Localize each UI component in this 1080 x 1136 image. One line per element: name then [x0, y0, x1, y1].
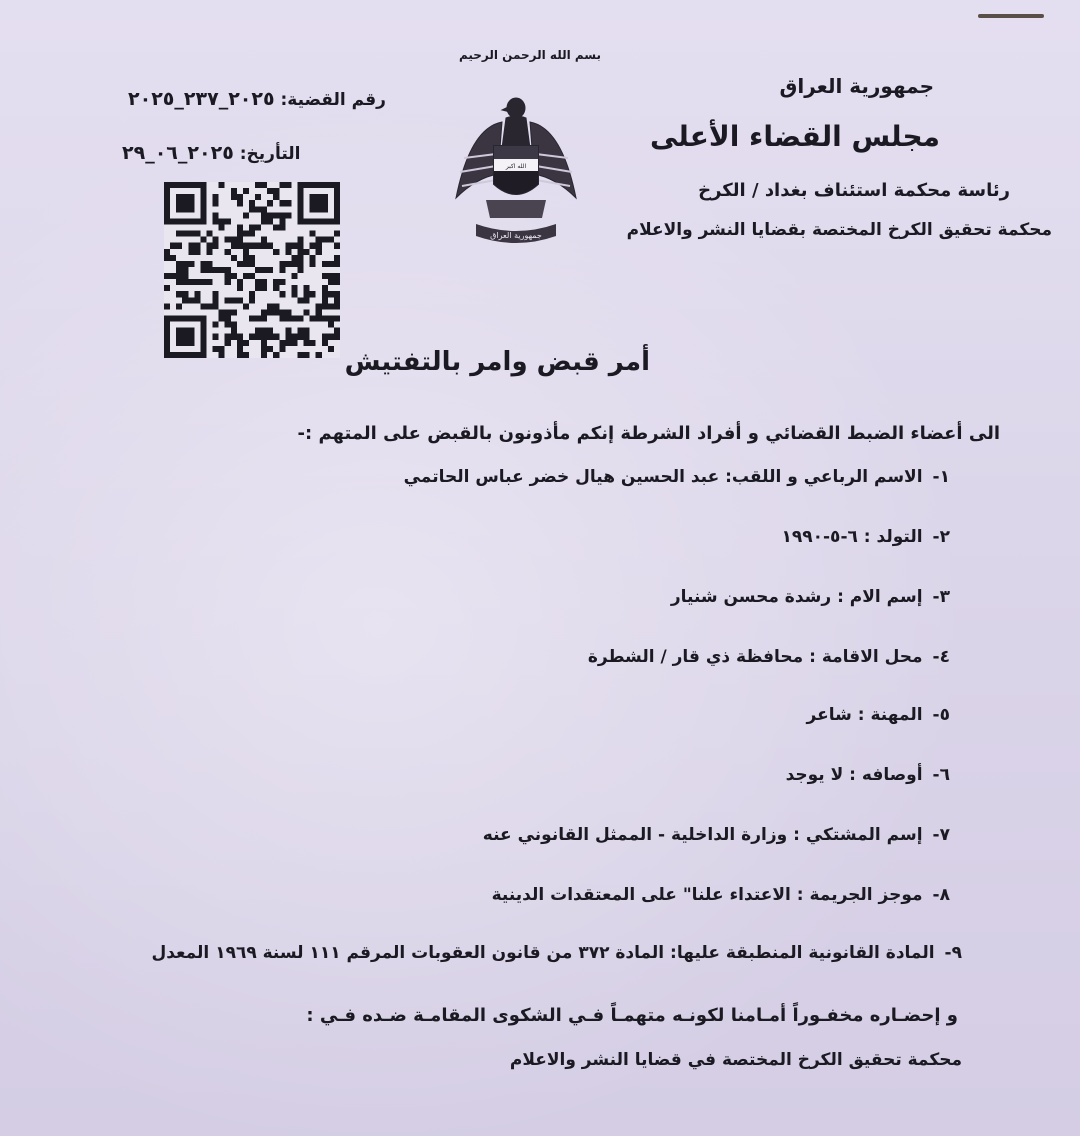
detail-item-number: ٥-	[932, 705, 950, 725]
eagle-emblem-icon	[446, 88, 586, 258]
detail-item-number: ٦-	[932, 765, 950, 785]
detail-item-text: التولد : ٦-٥-١٩٩٠	[781, 527, 923, 547]
paper-fold-mark	[978, 14, 1044, 18]
closing-court: محكمة تحقيق الكرخ المختصة في قضايا النشر والاعلام	[509, 1050, 962, 1070]
detail-item	[786, 765, 950, 785]
council-heading: مجلس القضاء الأعلى	[649, 120, 940, 153]
document-intro: الى أعضاء الضبط القضائي و أفراد الشرطة إنكم مأذونون بالقبض على المتهم :-	[297, 423, 1000, 444]
detail-item-text: موجز الجريمة : الاعتداء علنا" على المعتقدات الدينية	[491, 885, 923, 905]
case-number-value: ٢٠٢٥_٢٣٧_٢٠٢٥	[128, 88, 275, 110]
detail-item-number: ٣-	[932, 587, 950, 607]
detail-item	[671, 587, 950, 607]
detail-item	[151, 943, 962, 963]
case-date-value: ٢٠٢٥_٠٦_٢٩	[122, 142, 234, 164]
detail-item-number: ٨-	[932, 885, 950, 905]
detail-item-text: المادة القانونية المنطبقة عليها: المادة ٣٧٢ من قانون العقوبات المرقم ١١١ لسنة ١٩٦٩ المعدل	[151, 943, 935, 963]
detail-item-number: ٩-	[944, 943, 962, 963]
case-date-label: التأريخ:	[239, 144, 301, 164]
case-number-label: رقم القضية:	[280, 90, 386, 110]
detail-item-number: ٧-	[932, 825, 950, 845]
detail-item-text: إسم الام : رشدة محسن شنيار	[670, 587, 923, 607]
detail-item	[807, 705, 950, 725]
bismillah: بسم الله الرحمن الرحيم	[458, 48, 602, 62]
detail-item	[781, 527, 950, 547]
detail-item	[404, 467, 950, 487]
detail-item-number: ٤-	[932, 647, 950, 667]
detail-item-text: أوصافه : لا يوجد	[785, 765, 923, 785]
detail-item-number: ٢-	[932, 527, 950, 547]
case-number	[128, 88, 386, 110]
emblem-flag-text: الله اكبر	[505, 163, 527, 170]
closing-statement: و إحضـاره مخفـوراً أمـامنا لكونـه متهمـاً فـي الشكوى المقامـة ضـده فـي :	[306, 1005, 958, 1026]
republic-heading: جمهورية العراق	[779, 74, 934, 98]
detail-item-text: الاسم الرباعي و اللقب: عبد الحسين هيال خضر عباس الحاتمي	[403, 467, 923, 487]
detail-item	[588, 647, 950, 667]
detail-item-number: ١-	[932, 467, 950, 487]
detail-item	[492, 885, 950, 905]
detail-item-text: محل الاقامة : محافظة ذي قار / الشطرة	[587, 647, 923, 667]
qr-code-icon	[162, 182, 342, 358]
document-title: أمر قبض وامر بالتفتيش	[344, 347, 650, 377]
detail-item-text: المهنة : شاعر	[806, 705, 923, 725]
detail-item	[483, 825, 950, 845]
case-date	[122, 142, 300, 164]
presidency-heading: رئاسة محكمة استئناف بغداد / الكرخ	[698, 180, 1010, 201]
emblem-base-text: جمهورية العراق	[490, 231, 542, 240]
court-heading: محكمة تحقيق الكرخ المختصة بقضايا النشر والاعلام	[626, 220, 1052, 240]
detail-item-text: إسم المشتكي : وزارة الداخلية - الممثل القانوني عنه	[482, 825, 923, 845]
